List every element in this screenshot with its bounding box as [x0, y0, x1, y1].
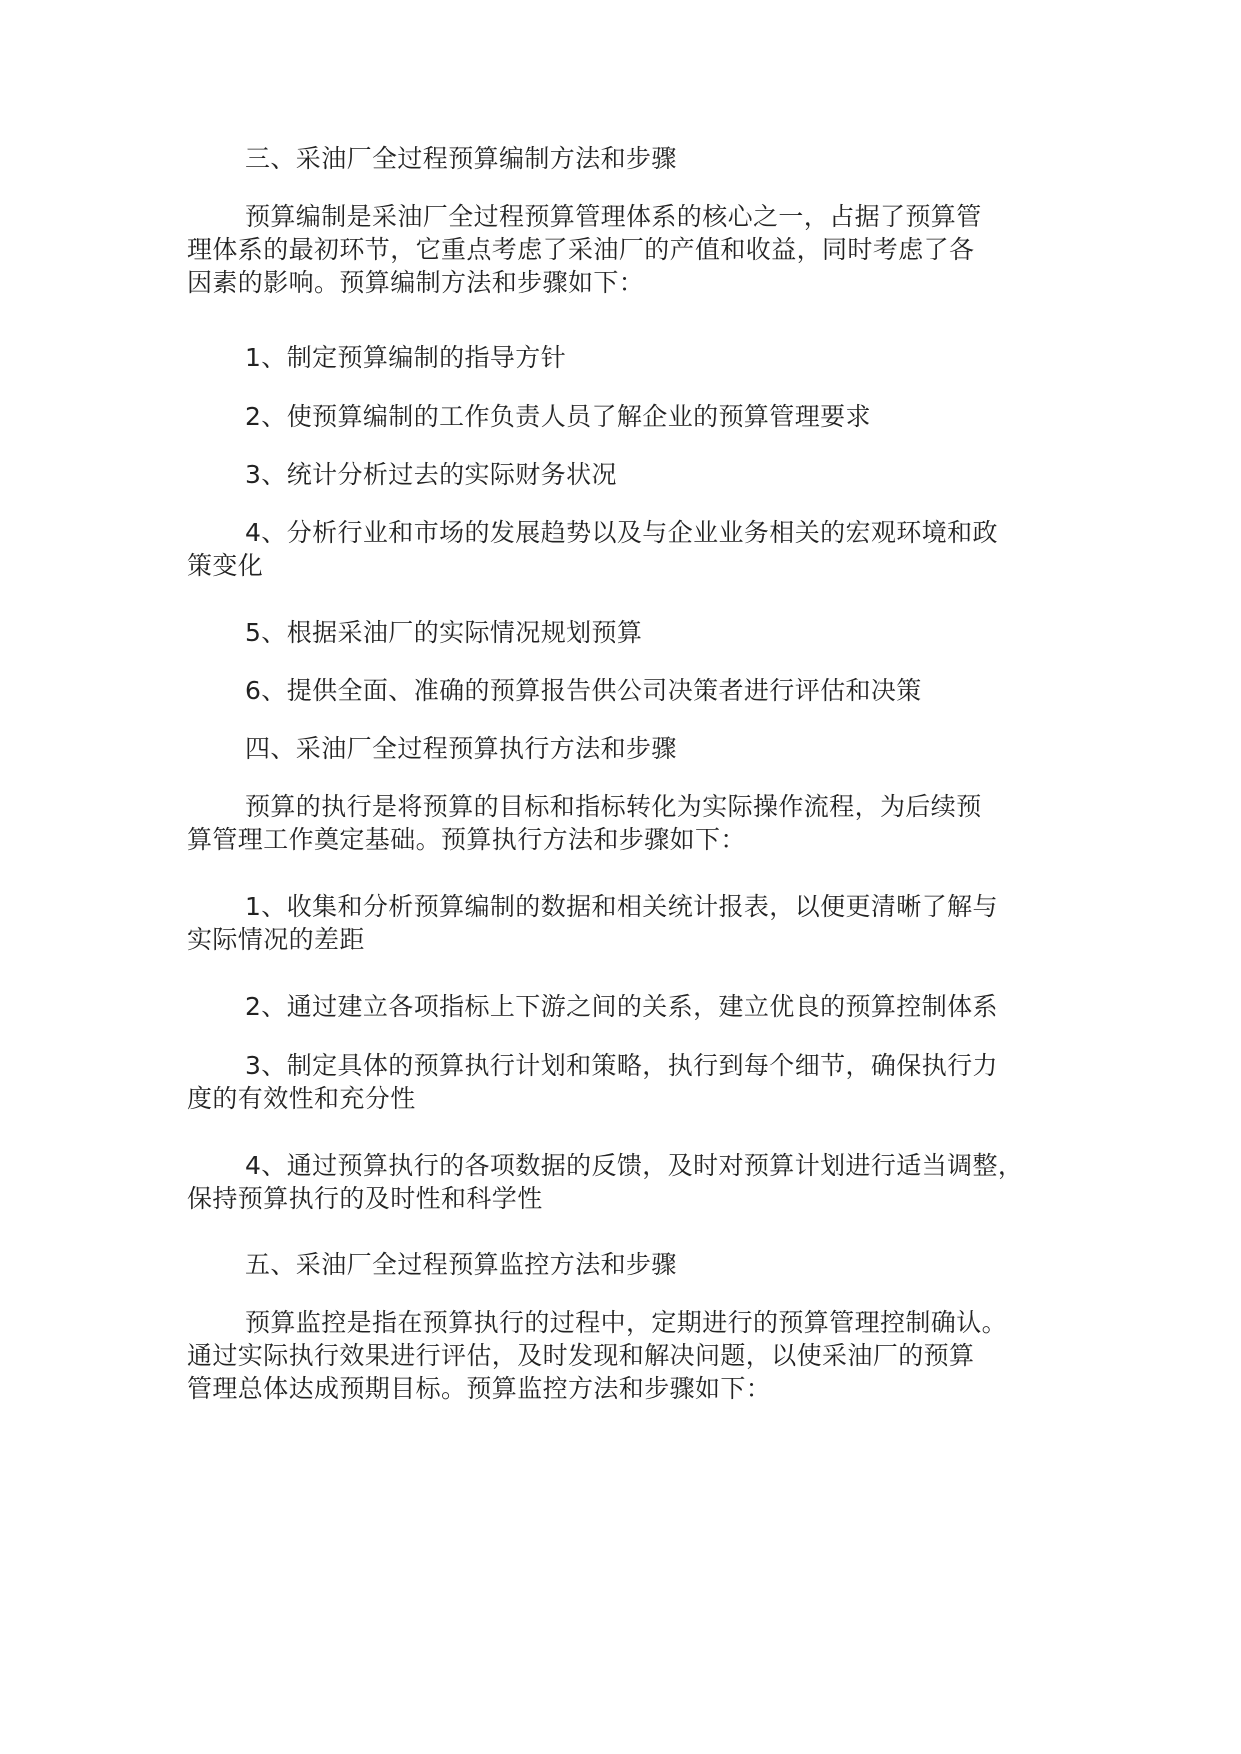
text-line: 因素的影响。预算编制方法和步骤如下：	[187, 268, 645, 297]
text-line: 3、制定具体的预算执行计划和策略，执行到每个细节，确保执行力	[245, 1051, 998, 1080]
text-line: 1、收集和分析预算编制的数据和相关统计报表，以便更清晰了解与	[245, 892, 998, 921]
list-item	[187, 1149, 1023, 1215]
text-line: 算管理工作奠定基础。预算执行方法和步骤如下：	[187, 825, 746, 854]
paragraph-budget-execution-intro	[187, 790, 982, 856]
text-line: 4、通过预算执行的各项数据的反馈，及时对预算计划进行适当调整，	[245, 1151, 1024, 1180]
list-item	[187, 1049, 998, 1115]
text-line: 5、根据采油厂的实际情况规划预算	[245, 618, 643, 647]
text-line: 策变化	[187, 551, 264, 580]
text-line: 管理总体达成预期目标。预算监控方法和步骤如下：	[187, 1374, 772, 1403]
text-line: 五、采油厂全过程预算监控方法和步骤	[245, 1250, 677, 1279]
list-item	[187, 516, 998, 582]
list-item	[187, 674, 922, 707]
text-line: 通过实际执行效果进行评估，及时发现和解决问题，以使采油厂的预算	[187, 1341, 975, 1370]
list-item	[187, 990, 998, 1023]
list-item	[187, 400, 871, 433]
list-item	[187, 341, 566, 374]
text-line: 预算编制是采油厂全过程预算管理体系的核心之一，占据了预算管	[245, 202, 982, 231]
section-heading-3	[187, 142, 677, 175]
section-heading-5	[187, 1248, 677, 1281]
text-line: 实际情况的差距	[187, 925, 365, 954]
text-line: 2、通过建立各项指标上下游之间的关系，建立优良的预算控制体系	[245, 992, 998, 1021]
text-line: 3、统计分析过去的实际财务状况	[245, 460, 617, 489]
text-line: 1、制定预算编制的指导方针	[245, 343, 567, 372]
list-item	[187, 458, 617, 491]
paragraph-budget-compilation-intro	[187, 200, 982, 299]
text-line: 理体系的最初环节，它重点考虑了采油厂的产值和收益，同时考虑了各	[187, 235, 975, 264]
list-item	[187, 890, 998, 956]
text-line: 三、采油厂全过程预算编制方法和步骤	[245, 144, 677, 173]
text-line: 度的有效性和充分性	[187, 1084, 416, 1113]
text-line: 2、使预算编制的工作负责人员了解企业的预算管理要求	[245, 402, 871, 431]
text-line: 预算监控是指在预算执行的过程中，定期进行的预算管理控制确认。	[245, 1308, 1008, 1337]
text-line: 四、采油厂全过程预算执行方法和步骤	[245, 734, 677, 763]
text-line: 4、分析行业和市场的发展趋势以及与企业业务相关的宏观环境和政	[245, 518, 998, 547]
text-line: 保持预算执行的及时性和科学性	[187, 1184, 543, 1213]
list-item	[187, 616, 642, 649]
text-line: 预算的执行是将预算的目标和指标转化为实际操作流程，为后续预	[245, 792, 982, 821]
paragraph-budget-monitoring-intro	[187, 1306, 1007, 1405]
text-line: 6、提供全面、准确的预算报告供公司决策者进行评估和决策	[245, 676, 922, 705]
section-heading-4	[187, 732, 677, 765]
